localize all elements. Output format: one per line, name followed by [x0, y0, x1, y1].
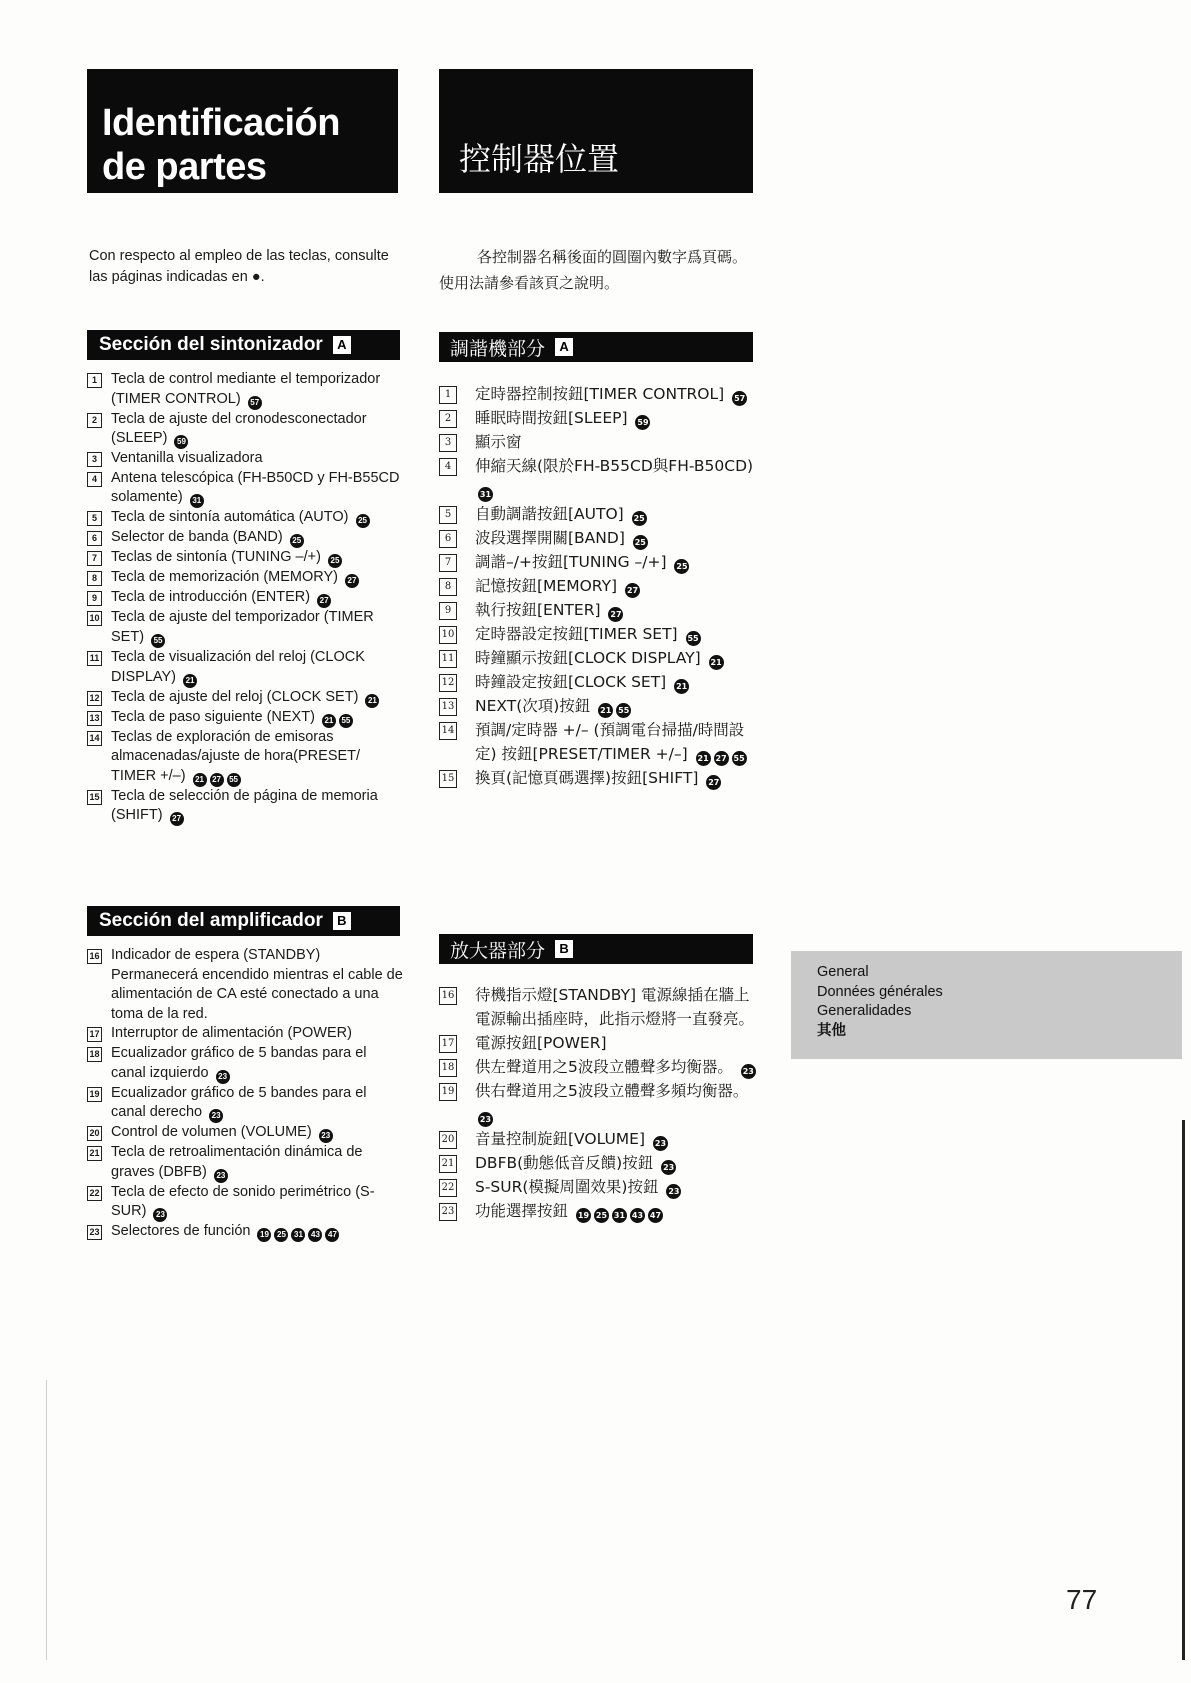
item-number-badge: 8 — [87, 571, 102, 586]
item-label: NEXT(次項)按鈕 — [475, 697, 591, 715]
page-reference-circle: 25 — [328, 554, 342, 568]
page-references — [314, 589, 331, 605]
item-label: Tecla de efecto de sonido perimétrico (S-SUR) — [111, 1183, 375, 1220]
item-label: 定時器設定按鈕[TIMER SET] — [475, 625, 678, 643]
item-label: 供右聲道用之5波段立體聲多頻均衡器。 — [475, 1082, 749, 1100]
page-references — [663, 1178, 681, 1196]
page-reference-circle: 21 — [709, 655, 724, 670]
item-label: Tecla de ajuste del cronodesconectador (SLEEP) — [111, 410, 367, 447]
page-reference-circle: 55 — [227, 773, 241, 787]
list-item — [439, 1151, 761, 1175]
list-item — [439, 718, 761, 766]
page-references — [475, 481, 493, 499]
page-references — [658, 1154, 676, 1172]
item-number-badge: 21 — [439, 1155, 457, 1173]
list-item — [439, 670, 761, 694]
list-item — [87, 787, 403, 827]
section-label: 放大器部分 — [450, 939, 546, 962]
page-references — [167, 807, 184, 823]
item-label: 供左聲道用之5波段立體聲多均衡器。 — [475, 1058, 733, 1076]
item-label: Selectores de función — [111, 1223, 251, 1240]
list-item — [439, 766, 761, 790]
list-item — [439, 430, 761, 454]
section-letter: B — [555, 940, 573, 958]
item-number-badge: 18 — [439, 1059, 457, 1077]
item-number-badge: 15 — [439, 770, 457, 788]
item-label: Tecla de retroalimentación dinámica de graves (DBFB) — [111, 1144, 363, 1180]
page-reference-circle: 23 — [741, 1064, 756, 1079]
item-number-badge: 7 — [87, 551, 102, 566]
list-item — [439, 550, 761, 574]
item-number-badge: 12 — [439, 674, 457, 692]
item-number-badge: 19 — [439, 1083, 457, 1101]
page-references — [729, 385, 747, 403]
page-reference-circle: 31 — [612, 1208, 627, 1223]
page-references — [206, 1104, 223, 1120]
page-reference-circle: 23 — [653, 1136, 668, 1151]
page-references — [630, 529, 648, 547]
amplifier-parts-list-zh — [439, 983, 761, 1223]
item-number-badge: 13 — [87, 711, 102, 726]
item-label: 電源按鈕[POWER] — [475, 1034, 607, 1052]
page-reference-circle: 19 — [576, 1208, 591, 1223]
section-letter: A — [555, 338, 573, 356]
page-references — [213, 1065, 230, 1081]
item-label: 執行按鈕[ENTER] — [475, 601, 601, 619]
title-banner-zh — [439, 69, 753, 193]
page-references — [671, 553, 689, 571]
intro-text-es: Con respecto al empleo de las teclas, consulte las páginas indicadas en ●. — [89, 248, 389, 285]
page-reference-circle: 25 — [594, 1208, 609, 1223]
item-label: 定時器控制按鈕[TIMER CONTROL] — [475, 385, 725, 403]
list-item — [439, 1079, 761, 1127]
list-item — [87, 1183, 403, 1223]
item-label: S-SUR(模擬周圍效果)按鈕 — [475, 1178, 659, 1196]
item-label: 伸縮天線(限於FH-B55CD與FH-B50CD) — [475, 457, 754, 475]
list-item — [87, 1123, 403, 1143]
page-reference-circle: 21 — [193, 773, 207, 787]
list-item — [87, 1143, 403, 1183]
item-label: Control de volumen (VOLUME) — [111, 1124, 312, 1141]
page-references — [171, 430, 188, 446]
item-number-badge: 3 — [439, 434, 457, 452]
list-item — [87, 946, 403, 1024]
item-number-badge: 22 — [439, 1179, 457, 1197]
item-number-badge: 4 — [87, 472, 102, 487]
item-number-badge: 6 — [439, 530, 457, 548]
page-reference-circle: 47 — [648, 1208, 663, 1223]
page-reference-circle: 19 — [257, 1228, 271, 1242]
page-references — [150, 1203, 167, 1219]
list-item — [439, 526, 761, 550]
list-item — [87, 1222, 403, 1242]
item-label: Antena telescópica (FH-B50CD y FH-B55CD solamente) — [111, 469, 400, 506]
item-number-badge: 10 — [87, 611, 102, 626]
item-number-badge: 10 — [439, 626, 457, 644]
section-label: Sección del sintonizador — [99, 334, 323, 355]
section-label: Sección del amplificador — [99, 910, 323, 931]
page-references — [622, 577, 640, 595]
list-item — [87, 449, 403, 469]
item-label: 時鐘顯示按鈕[CLOCK DISPLAY] — [475, 649, 701, 667]
page-reference-circle: 21 — [322, 714, 336, 728]
list-item — [87, 688, 403, 708]
item-number-badge: 4 — [439, 458, 457, 476]
item-label: 睡眠時間按鈕[SLEEP] — [475, 409, 628, 427]
page-references — [353, 509, 370, 525]
item-label: 時鐘設定按鈕[CLOCK SET] — [475, 673, 667, 691]
page-reference-circle: 27 — [170, 812, 184, 826]
list-item — [87, 508, 403, 528]
page-reference-circle: 43 — [630, 1208, 645, 1223]
page-references — [693, 745, 747, 763]
page-reference-circle: 59 — [174, 435, 188, 449]
tuner-parts-list-es — [87, 370, 403, 826]
page-references — [325, 549, 342, 565]
list-item — [439, 694, 761, 718]
list-item — [439, 1055, 761, 1079]
page-references — [573, 1202, 663, 1220]
intro-text-zh: 各控制器名稱後面的圓圈內數字爲頁碼。使用法請參看該頁之說明。 — [439, 248, 748, 292]
page-reference-circle: 25 — [632, 511, 647, 526]
page-reference-circle: 55 — [339, 714, 353, 728]
list-item — [439, 1031, 761, 1055]
section-index-box — [791, 951, 1182, 1059]
item-number-badge: 14 — [439, 722, 457, 740]
page-reference-circle: 25 — [290, 534, 304, 548]
item-label: Teclas de sintonía (TUNING –/+) — [111, 549, 321, 566]
item-label: Ventanilla visualizadora — [111, 450, 263, 467]
item-number-badge: 1 — [439, 386, 457, 404]
page-reference-circle: 23 — [216, 1070, 230, 1084]
item-number-badge: 7 — [439, 554, 457, 572]
item-label: Teclas de exploración de emisoras almacenadas/ajuste de hora(PRESET/ TIMER +/–) — [111, 728, 361, 784]
index-general: General — [817, 964, 869, 980]
list-item — [87, 1024, 403, 1044]
page-references — [605, 601, 623, 619]
page-references — [287, 529, 304, 545]
tuner-parts-list-zh — [439, 382, 761, 790]
item-label: 顯示窗 — [475, 433, 522, 451]
item-number-badge: 23 — [87, 1225, 102, 1240]
section-header-tuner-zh — [439, 332, 753, 362]
list-item — [87, 548, 403, 568]
page-references — [683, 625, 701, 643]
list-item — [439, 1175, 761, 1199]
list-item — [439, 598, 761, 622]
page-reference-circle: 55 — [686, 631, 701, 646]
page-reference-circle: 27 — [714, 751, 729, 766]
page-reference-circle: 27 — [625, 583, 640, 598]
item-number-badge: 18 — [87, 1047, 102, 1062]
list-item — [87, 1084, 403, 1124]
item-label: Tecla de paso siguiente (NEXT) — [111, 708, 315, 725]
list-item — [439, 646, 761, 670]
item-label: Tecla de selección de página de memoria (SHIFT) — [111, 787, 378, 824]
list-item — [87, 469, 403, 509]
page-references — [319, 709, 353, 725]
title-line-1: Identificación — [102, 102, 340, 144]
item-number-badge: 8 — [439, 578, 457, 596]
section-label: 調諧機部分 — [450, 337, 546, 360]
item-label: Interruptor de alimentación (POWER) — [111, 1025, 352, 1042]
item-label: 調諧–/+按鈕[TUNING –/+] — [475, 553, 667, 571]
right-edge-line — [1182, 1120, 1185, 1660]
page-references — [703, 769, 721, 787]
item-label: 波段選擇開關[BAND] — [475, 529, 625, 547]
page-reference-circle: 31 — [291, 1228, 305, 1242]
page-reference-circle: 21 — [365, 694, 379, 708]
page-references — [738, 1058, 756, 1076]
item-number-badge: 19 — [87, 1087, 102, 1102]
page-reference-circle: 27 — [706, 775, 721, 790]
item-number-badge: 22 — [87, 1186, 102, 1201]
index-chinese: 其他 — [817, 1022, 846, 1039]
page-reference-circle: 21 — [696, 751, 711, 766]
page-reference-circle: 23 — [661, 1160, 676, 1175]
list-item — [439, 1199, 761, 1223]
item-number-badge: 16 — [87, 949, 102, 964]
item-number-badge: 16 — [439, 987, 457, 1005]
page-references — [245, 391, 262, 407]
item-number-badge: 3 — [87, 452, 102, 467]
item-label: 換頁(記憶頁碼選擇)按鈕[SHIFT] — [475, 769, 699, 787]
list-item — [439, 983, 761, 1031]
page-reference-circle: 21 — [598, 703, 613, 718]
item-label: 音量控制旋鈕[VOLUME] — [475, 1130, 646, 1148]
left-edge-line — [46, 1380, 47, 1660]
page-reference-circle: 43 — [308, 1228, 322, 1242]
list-item — [87, 708, 403, 728]
page-reference-circle: 25 — [356, 514, 370, 528]
item-number-badge: 17 — [87, 1027, 102, 1042]
list-item — [439, 574, 761, 598]
page-reference-circle: 23 — [666, 1184, 681, 1199]
page-reference-circle: 23 — [209, 1109, 223, 1123]
page-reference-circle: 57 — [248, 396, 262, 410]
item-number-badge: 11 — [87, 651, 102, 666]
page-reference-circle: 23 — [478, 1112, 493, 1127]
list-item — [87, 1044, 403, 1084]
page-references — [211, 1164, 228, 1180]
page-reference-circle: 21 — [183, 674, 197, 688]
page-references — [180, 669, 197, 685]
page-reference-circle: 47 — [325, 1228, 339, 1242]
item-number-badge: 1 — [87, 373, 102, 388]
page-reference-circle: 55 — [732, 751, 747, 766]
item-number-badge: 17 — [439, 1035, 457, 1053]
list-item — [87, 370, 403, 410]
item-label: Selector de banda (BAND) — [111, 529, 283, 546]
list-item — [439, 502, 761, 526]
page-reference-circle: 27 — [608, 607, 623, 622]
page-references — [148, 629, 165, 645]
item-label: Ecualizador gráfico de 5 bandes para el canal derecho — [111, 1084, 367, 1121]
index-donnees-generales: Données générales — [817, 983, 943, 1000]
page-references — [632, 409, 650, 427]
page-references — [671, 673, 689, 691]
item-label: 功能選擇按鈕 — [475, 1202, 569, 1220]
list-item — [87, 528, 403, 548]
item-label: Tecla de visualización del reloj (CLOCK DISPLAY) — [111, 648, 365, 685]
item-label: 自動調諧按鈕[AUTO] — [475, 505, 624, 523]
item-label: Tecla de sintonía automática (AUTO) — [111, 509, 349, 526]
item-label: Tecla de memorización (MEMORY) — [111, 569, 338, 586]
item-label: Tecla de ajuste del temporizador (TIMER SET) — [111, 609, 374, 645]
page-references — [475, 1106, 493, 1124]
list-item — [87, 608, 403, 648]
item-number-badge: 9 — [87, 591, 102, 606]
list-item — [439, 622, 761, 646]
page-reference-circle: 23 — [153, 1208, 167, 1222]
page-reference-circle: 21 — [674, 679, 689, 694]
page-reference-circle: 57 — [732, 391, 747, 406]
item-label: 記憶按鈕[MEMORY] — [475, 577, 618, 595]
title-zh: 控制器位置 — [459, 140, 620, 178]
page-reference-circle: 55 — [151, 634, 165, 648]
page-references — [595, 697, 631, 715]
list-item — [87, 728, 403, 787]
page-reference-circle: 25 — [274, 1228, 288, 1242]
page-reference-circle: 25 — [633, 535, 648, 550]
item-number-badge: 12 — [87, 691, 102, 706]
page-references — [342, 569, 359, 585]
title-banner-es — [87, 69, 398, 193]
page-reference-circle: 25 — [674, 559, 689, 574]
item-number-badge: 15 — [87, 790, 102, 805]
item-number-badge: 20 — [439, 1131, 457, 1149]
list-item — [87, 648, 403, 688]
item-number-badge: 9 — [439, 602, 457, 620]
item-label: DBFB(動態低音反饋)按鈕 — [475, 1154, 654, 1172]
page-reference-circle: 59 — [635, 415, 650, 430]
title-line-2: de partes — [102, 146, 267, 188]
item-label: Ecualizador gráfico de 5 bandas para el canal izquierdo — [111, 1044, 367, 1081]
section-header-amplifier-es — [87, 906, 400, 936]
item-label: Tecla de control mediante el temporizador (TIMER CONTROL) — [111, 371, 381, 407]
list-item — [87, 588, 403, 608]
item-label: Indicador de espera (STANDBY) Permanecerá encendido mientras el cable de alimentación de CA esté conectado a una toma de la red. — [111, 947, 403, 1022]
item-number-badge: 13 — [439, 698, 457, 716]
item-number-badge: 11 — [439, 650, 457, 668]
page-reference-circle: 55 — [616, 703, 631, 718]
item-number-badge: 6 — [87, 531, 102, 546]
page-references — [254, 1223, 339, 1239]
item-number-badge: 5 — [439, 506, 457, 524]
amplifier-parts-list-es — [87, 946, 403, 1242]
list-item — [439, 382, 761, 406]
section-header-amplifier-zh — [439, 934, 753, 964]
item-number-badge: 5 — [87, 511, 102, 526]
list-item — [87, 568, 403, 588]
page-references — [650, 1130, 668, 1148]
item-number-badge: 21 — [87, 1146, 102, 1161]
item-number-badge: 2 — [439, 410, 457, 428]
page-references — [190, 768, 241, 784]
item-label: 預調/定時器 +/– (預調電台掃描/時間設定) 按鈕[PRESET/TIMER +/–] — [475, 721, 745, 763]
item-number-badge: 14 — [87, 731, 102, 746]
item-number-badge: 23 — [439, 1203, 457, 1221]
page-reference-circle: 27 — [317, 594, 331, 608]
list-item — [439, 1127, 761, 1151]
page-references — [362, 689, 379, 705]
item-label: Tecla de introducción (ENTER) — [111, 589, 311, 606]
page-references — [629, 505, 647, 523]
section-letter: A — [333, 336, 351, 354]
item-label: 待機指示燈[STANDBY] 電源線插在牆上電源輸出插座時，此指示燈將一直發亮。 — [475, 986, 755, 1028]
section-letter: B — [333, 912, 351, 930]
item-number-badge: 20 — [87, 1126, 102, 1141]
index-generalidades: Generalidades — [817, 1003, 912, 1020]
list-item — [439, 454, 761, 502]
list-item — [439, 406, 761, 430]
page-references — [316, 1124, 333, 1140]
page-reference-circle: 31 — [478, 487, 493, 502]
page-reference-circle: 23 — [319, 1129, 333, 1143]
page-reference-circle: 27 — [210, 773, 224, 787]
page-references — [706, 649, 724, 667]
page-reference-circle: 31 — [190, 494, 204, 508]
list-item — [87, 410, 403, 450]
page-references — [187, 489, 204, 505]
item-number-badge: 2 — [87, 413, 102, 428]
page-number: 77 — [1066, 1584, 1098, 1615]
item-label: Tecla de ajuste del reloj (CLOCK SET) — [111, 688, 359, 705]
section-header-tuner-es — [87, 330, 400, 360]
page-reference-circle: 23 — [214, 1169, 228, 1183]
page-reference-circle: 27 — [345, 574, 359, 588]
